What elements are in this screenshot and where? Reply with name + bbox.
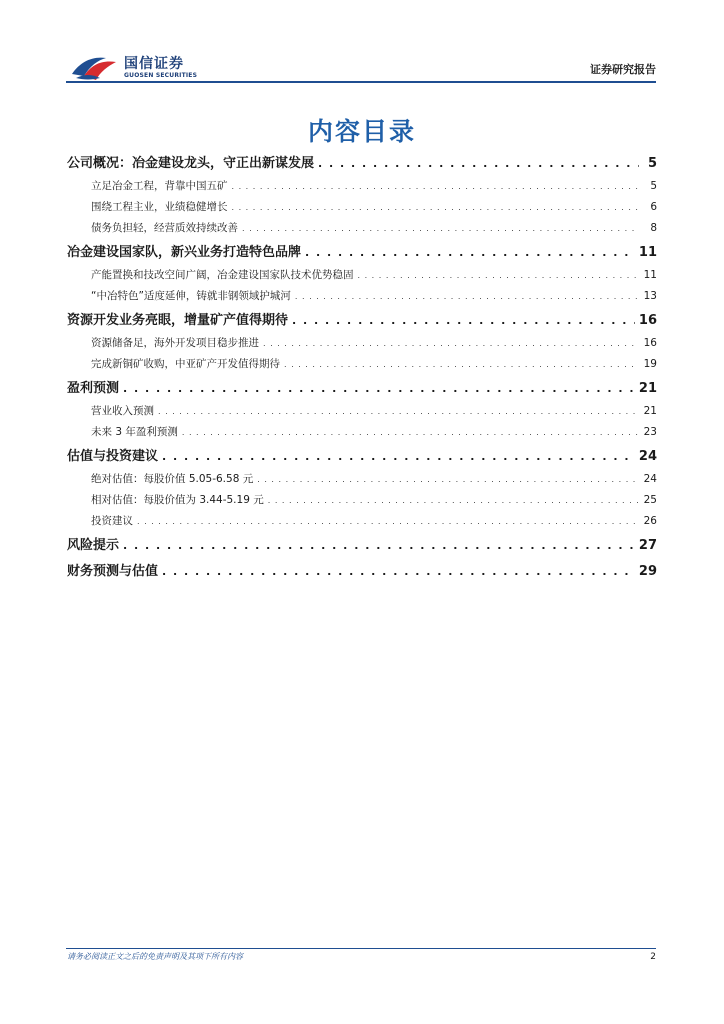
toc-entry-page: 27 — [638, 538, 657, 553]
toc-dot-leader — [162, 560, 635, 584]
toc-subsection-entry[interactable] — [67, 490, 657, 511]
toc-dot-leader — [232, 197, 640, 218]
toc-dot-leader — [162, 445, 635, 469]
toc-entry-page: 13 — [643, 290, 657, 302]
toc-subsection-entry[interactable] — [67, 176, 657, 197]
toc-entry-page: 19 — [643, 358, 657, 370]
toc-dot-leader — [295, 286, 639, 307]
toc-entry-title: 财务预测与估值 — [67, 564, 159, 579]
toc-entry-title: 公司概况：冶金建设龙头，守正出新谋发展 — [67, 156, 315, 171]
toc-entry-page: 21 — [638, 381, 657, 396]
toc-entry-page: 6 — [650, 201, 657, 213]
toc-subsection-entry[interactable] — [67, 354, 657, 375]
toc-subsection-entry[interactable] — [67, 401, 657, 422]
footer-disclaimer: 请务必阅读正文之后的免责声明及其项下所有内容 — [67, 952, 243, 961]
toc-entry-title: 完成新铜矿收购，中亚矿产开发值得期待 — [91, 358, 280, 370]
toc-entry-title: 投资建议 — [91, 515, 133, 527]
toc-section-entry[interactable] — [67, 445, 657, 469]
toc-dot-leader — [358, 265, 640, 286]
toc-entry-page: 11 — [638, 245, 657, 260]
toc-subsection-entry[interactable] — [67, 469, 657, 490]
toc-dot-leader — [284, 354, 639, 375]
guosen-emblem-icon — [70, 52, 120, 82]
toc-section-entry[interactable] — [67, 534, 657, 558]
toc-dot-leader — [123, 377, 635, 401]
toc-entry-title: 盈利预测 — [67, 381, 120, 396]
toc-dot-leader — [263, 333, 639, 354]
toc-entry-title: 未来 3 年盈利预测 — [91, 426, 178, 438]
toc-dot-leader — [268, 490, 639, 511]
toc-subsection-entry[interactable] — [67, 511, 657, 532]
toc-entry-page: 5 — [650, 180, 657, 192]
toc-entry-title: 围绕工程主业，业绩稳健增长 — [91, 201, 228, 213]
toc-entry-page: 5 — [647, 156, 657, 171]
toc-section-entry[interactable] — [67, 309, 657, 333]
report-type-label: 证券研究报告 — [590, 63, 656, 76]
toc-entry-page: 21 — [643, 405, 657, 417]
toc-entry-page: 16 — [638, 313, 657, 328]
toc-dot-leader — [232, 176, 640, 197]
toc-entry-page: 24 — [643, 473, 657, 485]
toc-title: 内容目录 — [307, 117, 416, 146]
toc-dot-leader — [158, 401, 639, 422]
logo-chinese-name: 国信证券 — [124, 56, 184, 72]
toc-entry-page: 29 — [638, 564, 657, 579]
toc-section-entry[interactable] — [67, 560, 657, 584]
table-of-contents — [67, 150, 657, 584]
toc-entry-title: 相对估值：每股价值为 3.44-5.19 元 — [91, 494, 264, 506]
toc-subsection-entry[interactable] — [67, 218, 657, 239]
toc-dot-leader — [305, 241, 635, 265]
toc-subsection-entry[interactable] — [67, 333, 657, 354]
toc-entry-title: “中冶特色”适度延伸，铸就非钢领域护城河 — [91, 290, 291, 302]
toc-subsection-entry[interactable] — [67, 422, 657, 443]
page-number: 2 — [650, 952, 656, 962]
toc-subsection-entry[interactable] — [67, 286, 657, 307]
toc-dot-leader — [242, 218, 639, 239]
toc-section-entry[interactable] — [67, 152, 657, 176]
toc-dot-leader — [182, 422, 639, 443]
toc-section-entry[interactable] — [67, 377, 657, 401]
toc-entry-page: 25 — [643, 494, 657, 506]
toc-entry-page: 8 — [650, 222, 657, 234]
toc-entry-title: 资源开发业务亮眼，增量矿产值得期待 — [67, 313, 289, 328]
header-divider — [66, 81, 656, 83]
toc-entry-title: 绝对估值：每股价值 5.05-6.58 元 — [91, 473, 254, 485]
toc-entry-page: 23 — [643, 426, 657, 438]
toc-entry-title: 冶金建设国家队，新兴业务打造特色品牌 — [67, 245, 302, 260]
toc-entry-title: 产能置换和技改空间广阔，冶金建设国家队技术优势稳固 — [91, 269, 354, 281]
logo-english-name: GUOSEN SECURITIES — [124, 72, 198, 79]
toc-entry-page: 11 — [643, 269, 657, 281]
toc-entry-title: 营业收入预测 — [91, 405, 154, 417]
toc-entry-title: 债务负担轻，经营质效持续改善 — [91, 222, 238, 234]
toc-dot-leader — [292, 309, 635, 333]
footer-divider — [66, 948, 656, 949]
toc-subsection-entry[interactable] — [67, 265, 657, 286]
toc-entry-title: 立足冶金工程，背靠中国五矿 — [91, 180, 228, 192]
toc-entry-page: 24 — [638, 449, 657, 464]
toc-entry-title: 估值与投资建议 — [67, 449, 159, 464]
toc-dot-leader — [137, 511, 639, 532]
toc-entry-page: 26 — [643, 515, 657, 527]
toc-dot-leader — [318, 152, 639, 176]
toc-entry-title: 风险提示 — [67, 538, 120, 553]
toc-entry-title: 资源储备足，海外开发项目稳步推进 — [91, 337, 259, 349]
toc-subsection-entry[interactable] — [67, 197, 657, 218]
toc-entry-page: 16 — [643, 337, 657, 349]
toc-dot-leader — [257, 469, 639, 490]
page-header — [0, 0, 724, 90]
toc-section-entry[interactable] — [67, 241, 657, 265]
toc-dot-leader — [123, 534, 635, 558]
